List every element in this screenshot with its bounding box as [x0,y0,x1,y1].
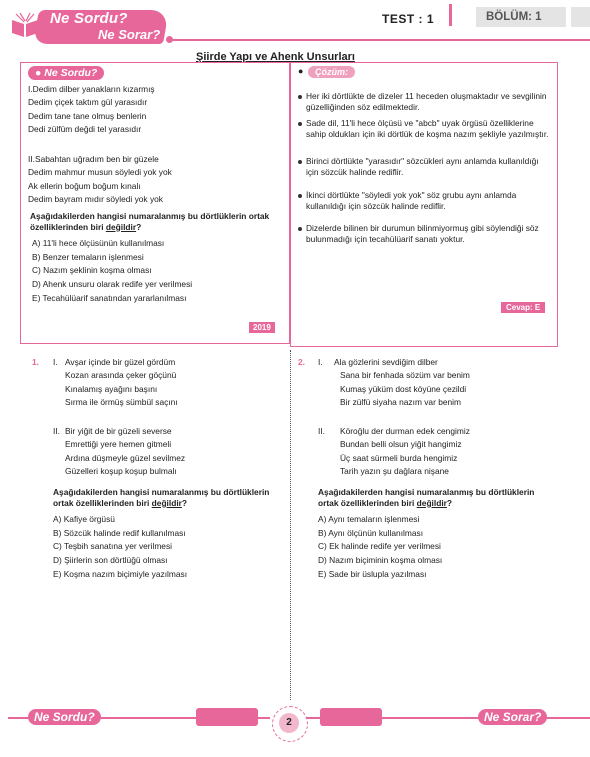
footer-brand-left: Ne Sordu? [28,709,101,725]
q1-poem-1 [65,356,178,409]
option[interactable]: A) Aynı temaların işlenmesi [318,514,420,524]
q2-poem-1 [334,356,470,409]
poem-line: Dedim çiçek taktım gül yarasıdır [28,97,148,108]
bullet-dot [298,122,302,126]
column-divider [290,350,291,700]
page-title: Şiirde Yapı ve Ahenk Unsurları [196,51,355,63]
test-label: TEST : 1 [382,12,435,26]
year-badge: 2019 [249,322,275,333]
option[interactable]: B) Sözcük halinde redif kullanılması [53,527,186,538]
footer-bar-right [320,708,382,726]
q2-poem-2 [340,425,470,478]
left-options [32,237,192,306]
solution-item: İkinci dörtlükte "söyledi yok yok" söz grubu aynı anlamda kullanıldığı için sözcük halinde rediflir. [306,190,517,211]
option[interactable]: D) Nazım biçiminin koşma olması [318,555,443,566]
poem-line: Köroğlu der durman edek cengimiz [340,426,470,436]
q1-question: Aşağıdakilerden hangisi numaralanmış bu dörtlüklerin ortak özelliklerinden biri değildir? [53,487,270,508]
option[interactable]: D) Ahenk unsuru olarak redife yer verilmesi [32,279,193,290]
option[interactable]: B) Aynı ölçünün kullanılması [318,527,424,538]
poem-line: Kınalamış ayağını başını [65,383,158,394]
poem-line: I.Dedim dilber yanakların kızarmış [28,84,155,94]
q1-options [53,513,187,582]
cozum-badge: Çözüm: [308,66,355,78]
poem-line: Sana bir fenhada sözüm var benim [340,370,470,381]
left-poem-2 [28,153,172,206]
bullet-dot [298,194,302,198]
solution-item: Sade dil, 11'li hece ölçüsü ve "abcb" uyak örgüsü özelliklerine sahip oldukları için iki dörtlük de koşma nazım şekliyle yazılmıştır. [306,118,549,139]
poem-line: Kumaş yüküm dost köyüne çezildi [340,383,467,394]
section-label: BÖLÜM: 1 [476,7,566,27]
poem-line: Güzelleri koşup koşup bulmalı [65,465,177,476]
poem-line: Sırma ile örmüş sümbül saçını [65,396,178,407]
poem-line: Ala gözlerini sevdiğim dilber [334,357,438,367]
q2-poem1-label: I. [318,357,323,367]
footer-bar-left [196,708,258,726]
section-tab [571,7,590,27]
bullet-dot [298,160,302,164]
q2-options [318,513,442,582]
left-question: Aşağıdakilerden hangisi numaralanmış bu dörtlüklerin ortak özelliklerinden biri değildir? [30,211,270,232]
option[interactable]: C) Nazım şeklinin koşma olması [32,265,152,276]
header-divider [449,4,452,26]
option[interactable]: E) Koşma nazım biçimiyle yazılması [53,568,188,579]
solution-bullet-dot: ● [298,66,304,76]
question-number: 1. [32,357,39,367]
poem-line: II.Sabahtan uğradım ben bir güzele [28,154,159,164]
option[interactable]: C) Ek halinde redife yer verilmesi [318,541,441,552]
option[interactable]: E) Tecahülüarif sanatından yararlanılması [32,292,187,303]
option[interactable]: B) Benzer temaların işlenmesi [32,251,144,262]
footer-brand-right: Ne Sorar? [478,709,547,725]
solution-item: Birinci dörtlükte "yarasıdır" sözcükleri aynı anlamda kullanıldığı için sözcük halinde rediflir. [306,156,539,177]
left-poem-1 [28,83,155,136]
q2-poem2-label: II. [318,426,325,436]
poem-line: Dedim mahmur musun söyledi yok yok [28,167,172,178]
ne-sordu-badge: ● Ne Sordu? [28,66,104,80]
q2-question: Aşağıdakilerden hangisi numaralanmış bu dörtlüklerin ortak özelliklerinden biri değildir? [318,487,535,508]
poem-line: Dedi zülfüm değdi tel yarasıdır [28,123,142,134]
poem-line: Tarih yazın şu dağlara nişane [340,465,449,476]
option[interactable]: A) 11'li hece ölçüsünün kullanılması [32,238,165,248]
option[interactable]: D) Şiirlerin son dörtlüğü olması [53,555,168,566]
solution-item: Her iki dörtlükte de dizeler 11 heceden oluşmaktadır ve sevgilinin güzelliğinden söz edilmektedir. [306,91,547,112]
header-line [172,39,590,41]
poem-line: Ak ellerin boğum boğum kınalı [28,180,141,191]
poem-line: Bir yiğit de bir güzeli severse [65,426,172,436]
question-number: 2. [298,357,305,367]
bullet-dot [298,95,302,99]
poem-line: Bir zülfü siyaha nazım var benim [340,396,462,407]
logo-line2: Ne Sorar? [98,27,161,42]
solution-item: Dizelerde bilinen bir durumun bilinmiyormuş gibi söylendiği söz bulunmadığı için tecahülüarif sanatı yoktur. [306,223,539,244]
q1-poem-2 [65,425,185,478]
page-number: 2 [279,713,299,733]
poem-line: Avşar içinde bir güzel gördüm [65,357,176,367]
poem-line: Dedim bayram mıdır söyledi yok yok [28,193,163,204]
poem-line: Emrettiği yere hemen gitmeli [65,439,172,450]
poem-line: Üç saat sürmeli burda hengimiz [340,452,458,463]
poem-line: Kozan arasında çeker göçünü [65,370,177,381]
brand-logo [6,2,176,48]
q1-poem2-label: II. [53,426,60,436]
poem-line: Dedim tane tane olmuş benlerin [28,110,147,121]
bullet-dot [298,227,302,231]
q1-poem1-label: I. [53,357,58,367]
poem-line: Bundan belli olsun yiğit hangimiz [340,439,462,450]
option[interactable]: E) Sade bir üslupla yazılması [318,568,427,579]
option[interactable]: C) Teşbih sanatına yer verilmesi [53,541,173,552]
poem-line: Ardına düşmeyle güzel sevilmez [65,452,186,463]
logo-line1: Ne Sordu? [50,10,128,27]
answer-badge: Cevap: E [501,302,545,313]
option[interactable]: A) Kafiye örgüsü [53,514,115,524]
